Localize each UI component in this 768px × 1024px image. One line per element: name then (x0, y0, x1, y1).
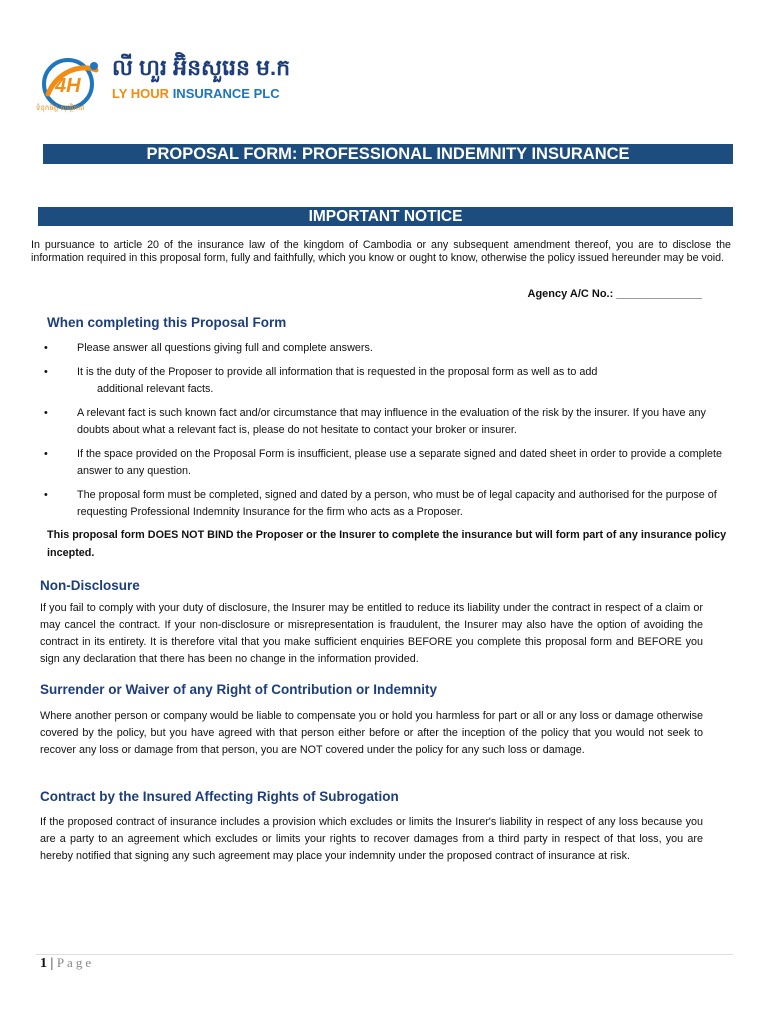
intro-paragraph: In pursuance to article 20 of the insurance law of the kingdom of Cambodia or any subsequent amendment thereof, you are to disclose the information required in this proposal form, fully and faithfully, which you know or ought to know, otherwise the policy issued hereunder may be void. (31, 239, 731, 264)
completing-heading: When completing this Proposal Form (47, 315, 287, 330)
brand-name-english (112, 86, 280, 101)
bullet-marker-icon: • (44, 366, 48, 378)
footer-divider (36, 954, 733, 955)
svg-text:4H: 4H (55, 75, 81, 97)
non-disclosure-paragraph: If you fail to comply with your duty of disclosure, the Insurer may be entitled to reduce its liability under the contract in respect of a claim or may cancel the contract. If your non-disclosure or misrepresentation is fraudulent, the Insurer may also have the option of avoiding the contract in its entirety. It is therefore vital that you make sufficient enquiries BEFORE you complete this proposal form and BEFORE you sign any declaration that there has been no change in the information provided. (40, 602, 703, 665)
surrender-heading: Surrender or Waiver of any Right of Contribution or Indemnity (40, 682, 438, 697)
bullet-text: The proposal form must be completed, signed and dated by a person, who must be of legal capacity and authorised for the purpose of requesting Professional Indemnity Insurance for the firm who acts as a Proposer. (77, 489, 717, 518)
brand-name-part-a: LY HOUR (112, 86, 170, 101)
bullet-item (44, 405, 734, 439)
bullet-marker-icon: • (44, 489, 48, 501)
brand-name-part-b: INSURANCE PLC (169, 86, 280, 101)
page-separator: | (47, 956, 57, 971)
bullet-marker-icon: • (44, 448, 48, 460)
bullet-marker-icon: • (44, 342, 48, 354)
bullet-item (44, 340, 734, 357)
bullet-text: If the space provided on the Proposal Form is insufficient, please use a separate signed and dated sheet in order to provide a complete answer to any question. (77, 448, 723, 477)
completing-bullet-list (44, 340, 734, 528)
agency-account-field: Agency A/C No.: ______________ (527, 288, 702, 300)
page-number: 1 (40, 956, 47, 971)
brand-tagline: ទំនុកចិត្ត សុវត្ថិភាព (36, 105, 85, 112)
bullet-item (44, 487, 734, 521)
bullet-text: Please answer all questions giving full and complete answers. (77, 342, 373, 354)
brand-name-khmer: លី ហួរ អ៊ិនសួរេន ម.ក (112, 55, 291, 80)
subrogation-paragraph: If the proposed contract of insurance includes a provision which excludes or limits the Insurer's liability in respect of any loss because you are a party to an agreement which excludes or limits your rights to recover damages from a third party in respect of that loss, you are hereby notified that signing any such agreement may place your indemnity under the proposed contract of insurance at risk. (40, 816, 703, 862)
subrogation-heading: Contract by the Insured Affecting Rights of Subrogation (40, 789, 399, 804)
bullet-text: It is the duty of the Proposer to provide all information that is requested in the proposal form as well as to add (77, 366, 598, 378)
bullet-item (44, 364, 734, 398)
page-footer (40, 955, 94, 972)
page-title: PROPOSAL FORM: PROFESSIONAL INDEMNITY INSURANCE (43, 144, 733, 164)
surrender-paragraph: Where another person or company would be liable to compensate you or hold you harmless for part or all or any loss or damage otherwise covered by the policy, but you have agreed with that person either before or after the inception of the policy that you would not seek to recover any loss or damage from that person, you are NOT covered under the policy for any such loss or damage. (40, 710, 703, 756)
non-disclosure-heading: Non-Disclosure (40, 578, 140, 593)
bullet-text-continuation: additional relevant facts. (97, 383, 214, 395)
not-binding-note: This proposal form DOES NOT BIND the Proposer or the Insurer to complete the insurance but will form part of any insurance policy incepted. (47, 529, 727, 559)
bullet-marker-icon: • (44, 407, 48, 419)
important-notice-title: IMPORTANT NOTICE (38, 207, 733, 226)
bullet-item (44, 446, 734, 480)
page-word: Page (56, 955, 95, 970)
bullet-text: A relevant fact is such known fact and/or circumstance that may influence in the evaluation of the risk by the insurer. If you have any doubts about what a relevant fact is, please do not hesitate to contact your broker or insurer. (77, 407, 706, 436)
